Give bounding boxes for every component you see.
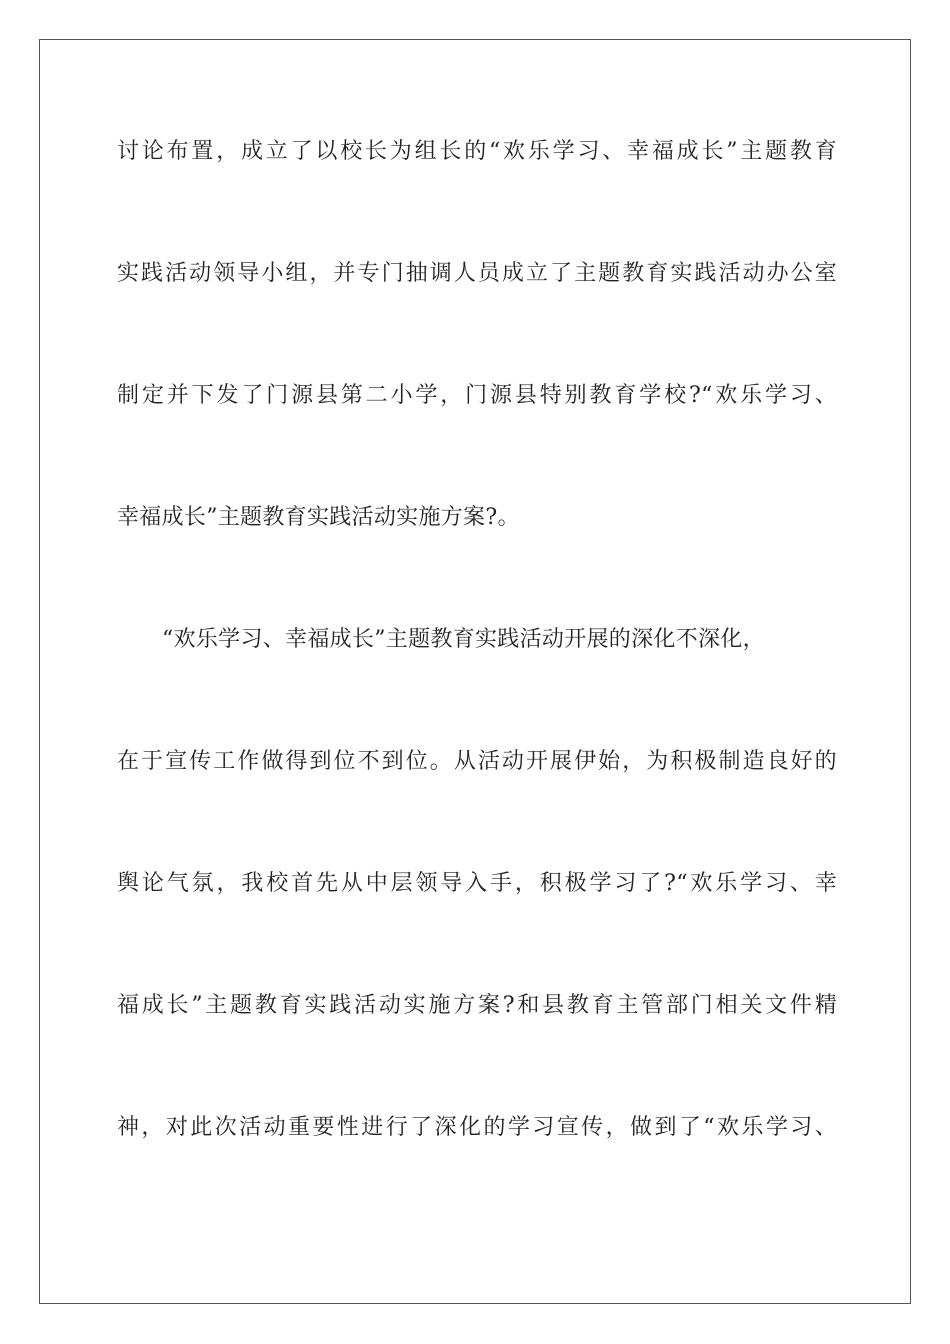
paragraph-2-line-1: “欢乐学习、幸福成长”主题教育实践活动开展的深化不深化， [162, 627, 765, 652]
paragraph-line-4: 幸福成长”主题教育实践活动实施方案?。 [117, 505, 520, 530]
paragraph-2-line-5: 神，对此次活动重要性进行了深化的学习宣传，做到了“欢乐学习、 [117, 1115, 837, 1140]
paragraph-line-2: 实践活动领导小组，并专门抽调人员成立了主题教育实践活动办公室 [117, 261, 837, 286]
paragraph-2-line-4: 福成长”主题教育实践活动实施方案?和县教育主管部门相关文件精 [117, 993, 837, 1018]
paragraph-line-3: 制定并下发了门源县第二小学，门源县特别教育学校?“欢乐学习、 [117, 383, 837, 408]
paragraph-line-1: 讨论布置，成立了以校长为组长的“欢乐学习、幸福成长”主题教育 [117, 139, 837, 164]
paragraph-2-line-3: 舆论气氛，我校首先从中层领导入手，积极学习了?“欢乐学习、幸 [117, 871, 837, 896]
paragraph-2-line-2: 在于宣传工作做得到位不到位。从活动开展伊始，为积极制造良好的 [117, 749, 837, 774]
